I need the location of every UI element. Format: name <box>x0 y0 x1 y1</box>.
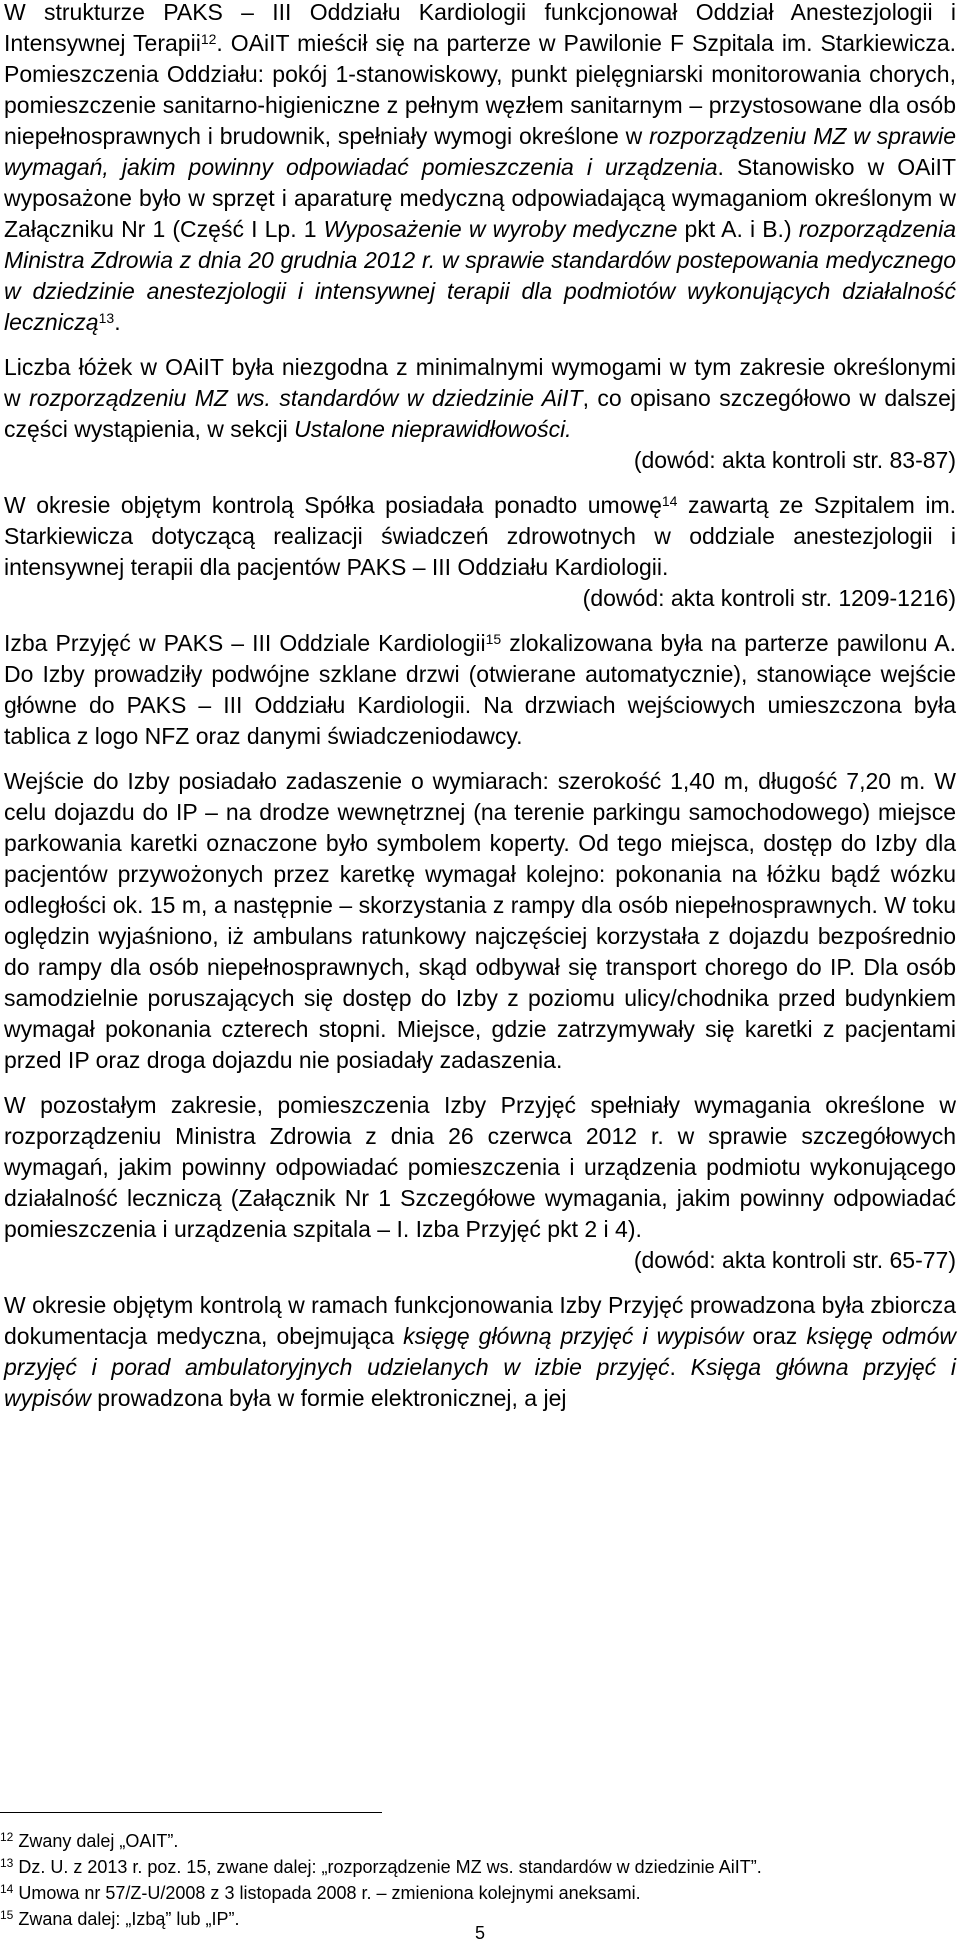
footnote-13 <box>0 1854 960 1880</box>
text-run: . OAiIT mieścił się na parterze w Pawilonie F Szpitala im. Starkiewicza. Pomieszczenia Oddziału: pokój 1-stanowiskowy, punkt pielęgniarski monitorowania chorych, pomieszczenie sanitarno-higieniczne z pełnym węzłem sanitarnym – przystosowane dla osób niepełnosprawnych i brudownik, spełniały wymogi określone w <box>4 30 956 149</box>
italic-text: księgę główną przyjęć i wypisów <box>403 1323 744 1349</box>
text-run: Wejście do Izby posiadało zadaszenie o wymiarach: szerokość 1,40 m, długość 7,20 m. W celu dojazdu do IP – na drodze wewnętrznej (na terenie parkingu samochodowego) miejsce parkowania karetki oznaczone było symbolem koperty. Od tego miejsca, dostęp do Izby dla pacjentów przywożonych przez karetkę wymagał kolejno: pokonania na łóżku bądź wózku odległości ok. 15 m, a następnie – skorzystania z rampy dla osób niepełnosprawnych. W toku oględzin wyjaśniono, iż ambulans ratunkowy najczęściej korzystała z dojazdu bezpośrednio do rampy dla osób niepełnosprawnych, skąd odbywał się transport chorego do IP. Dla osób samodzielnie poruszających się dostęp do Izby z poziomu ulicy/chodnika przed budynkiem wymagał pokonania czterech stopni. Miejsce, gdzie zatrzymywały się karetki z pacjentami przed IP oraz droga dojazdu nie posiadały zadaszenia. <box>4 768 956 1073</box>
text-run: W okresie objętym kontrolą w ramach funkcjonowania Izby Przyjęć prowadzona była zbiorcza dokumentacja medyczna, obejmująca <box>4 1292 956 1349</box>
footnote-12 <box>0 1828 960 1854</box>
text-run: prowadzona była w formie elektronicznej, a jej <box>90 1385 567 1411</box>
italic-text: rozporządzeniu MZ w sprawie wymagań, jakim powinny odpowiadać pomieszczenia i urządzenia <box>4 123 956 180</box>
italic-text: Księga główna przyjęć i wypisów <box>4 1354 957 1411</box>
footnote-separator <box>0 1812 382 1813</box>
text-run: . Stanowisko w OAiIT wyposażone było w sprzęt i aparaturę medyczną odpowiadającą wymaganiom określonym w Załączniku Nr 1 (Część I Lp. 1 <box>4 154 956 242</box>
italic-text: Ustalone nieprawidłowości. <box>294 416 572 442</box>
page-number: 5 <box>474 1923 485 1943</box>
italic-text: rozporządzeniu MZ ws. standardów w dziedzinie AiIT <box>29 385 583 411</box>
evidence-2 <box>4 583 956 614</box>
paragraph-contract <box>4 490 956 583</box>
footnote-number: 15 <box>0 1908 14 1922</box>
footnote-number: 13 <box>0 1856 14 1870</box>
document-body <box>4 0 956 1428</box>
text-run: (dowód: akta kontroli str. 83-87) <box>633 447 956 473</box>
footnote-reference: 13 <box>98 310 115 326</box>
footnote-text: Dz. U. z 2013 r. poz. 15, zwane dalej: „rozporządzenie MZ ws. standardów w dziedzinie AiIT”. <box>13 1857 762 1877</box>
footnote-reference: 12 <box>200 31 217 47</box>
paragraph-admission-room <box>4 628 956 752</box>
paragraph-beds <box>4 352 956 445</box>
italic-text: Wyposażenie w wyroby medyczne <box>323 216 678 242</box>
paragraph-documentation <box>4 1290 956 1414</box>
text-run: (dowód: akta kontroli str. 65-77) <box>633 1247 956 1273</box>
evidence-3 <box>4 1245 956 1276</box>
text-run: (dowód: akta kontroli str. 1209-1216) <box>582 585 956 611</box>
text-run: W pozostałym zakresie, pomieszczenia Izby Przyjęć spełniały wymagania określone w rozporządzeniu Ministra Zdrowia z dnia 26 czerwca 2012 r. w sprawie szczegółowych wymagań, jakim powinny odpowiadać pomieszczenia i urządzenia podmiotu wykonującego działalność leczniczą (Załącznik Nr 1 Szczegółowe wymagania, jakim powinny odpowiadać pomieszczenia i urządzenia szpitala – I. Izba Przyjęć pkt 2 i 4). <box>4 1092 956 1242</box>
italic-text: rozporządzenia Ministra Zdrowia z dnia 20 grudnia 2012 r. w sprawie standardów postepowania medycznego w dziedzinie anestezjologii i intensywnej terapii dla podmiotów wykonujących działalność leczniczą <box>4 216 956 335</box>
footnote-number: 14 <box>0 1882 14 1896</box>
text-run: oraz <box>743 1323 807 1349</box>
text-run: Izba Przyjęć w PAKS – III Oddziale Kardiologii <box>4 630 486 656</box>
text-run: W strukturze PAKS – III Oddziału Kardiologii funkcjonował Oddział Anestezjologii i Intensywnej Terapii <box>4 0 956 56</box>
footnote-text: Umowa nr 57/Z-U/2008 z 3 listopada 2008 r. – zmieniona kolejnymi aneksami. <box>13 1883 641 1903</box>
paragraph-entrance <box>4 766 956 1076</box>
paragraph-oait-structure <box>4 0 956 338</box>
text-run: Liczba łóżek w OAiIT była niezgodna z minimalnymi wymogami w tym zakresie określonymi w <box>4 354 956 411</box>
footnote-14 <box>0 1880 960 1906</box>
paragraph-requirements <box>4 1090 956 1245</box>
text-run: zawartą ze Szpitalem im. Starkiewicza dotyczącą realizacji świadczeń zdrowotnych w oddziale anestezjologii i intensywnej terapii dla pacjentów PAKS – III Oddziału Kardiologii. <box>4 492 956 580</box>
text-run: , co opisano szczegółowo w dalszej części wystąpienia, w sekcji <box>4 385 956 442</box>
text-run: pkt A. i B.) <box>677 216 799 242</box>
evidence-1 <box>4 445 956 476</box>
footnotes <box>0 1828 960 1932</box>
footnote-reference: 14 <box>661 493 678 509</box>
footnote-reference: 15 <box>485 631 502 647</box>
italic-text: księgę odmów przyjęć i porad ambulatoryjnych udzielanych w izbie przyjęć <box>4 1323 956 1380</box>
text-run: . <box>669 1354 691 1380</box>
text-run: W okresie objętym kontrolą Spółka posiadała ponadto umowę <box>4 492 662 518</box>
footnote-text: Zwany dalej „OAIT”. <box>13 1831 179 1851</box>
text-run: zlokalizowana była na parterze pawilonu A. Do Izby prowadziły podwójne szklane drzwi (otwierane automatycznie), stanowiące wejście główne do PAKS – III Oddziału Kardiologii. Na drzwiach wejściowych umieszczona była tablica z logo NFZ oraz danymi świadczeniodawcy. <box>4 630 956 749</box>
footnote-text: Zwana dalej: „Izbą” lub „IP”. <box>13 1909 240 1929</box>
text-run: . <box>114 309 121 335</box>
footnote-number: 12 <box>0 1830 14 1844</box>
